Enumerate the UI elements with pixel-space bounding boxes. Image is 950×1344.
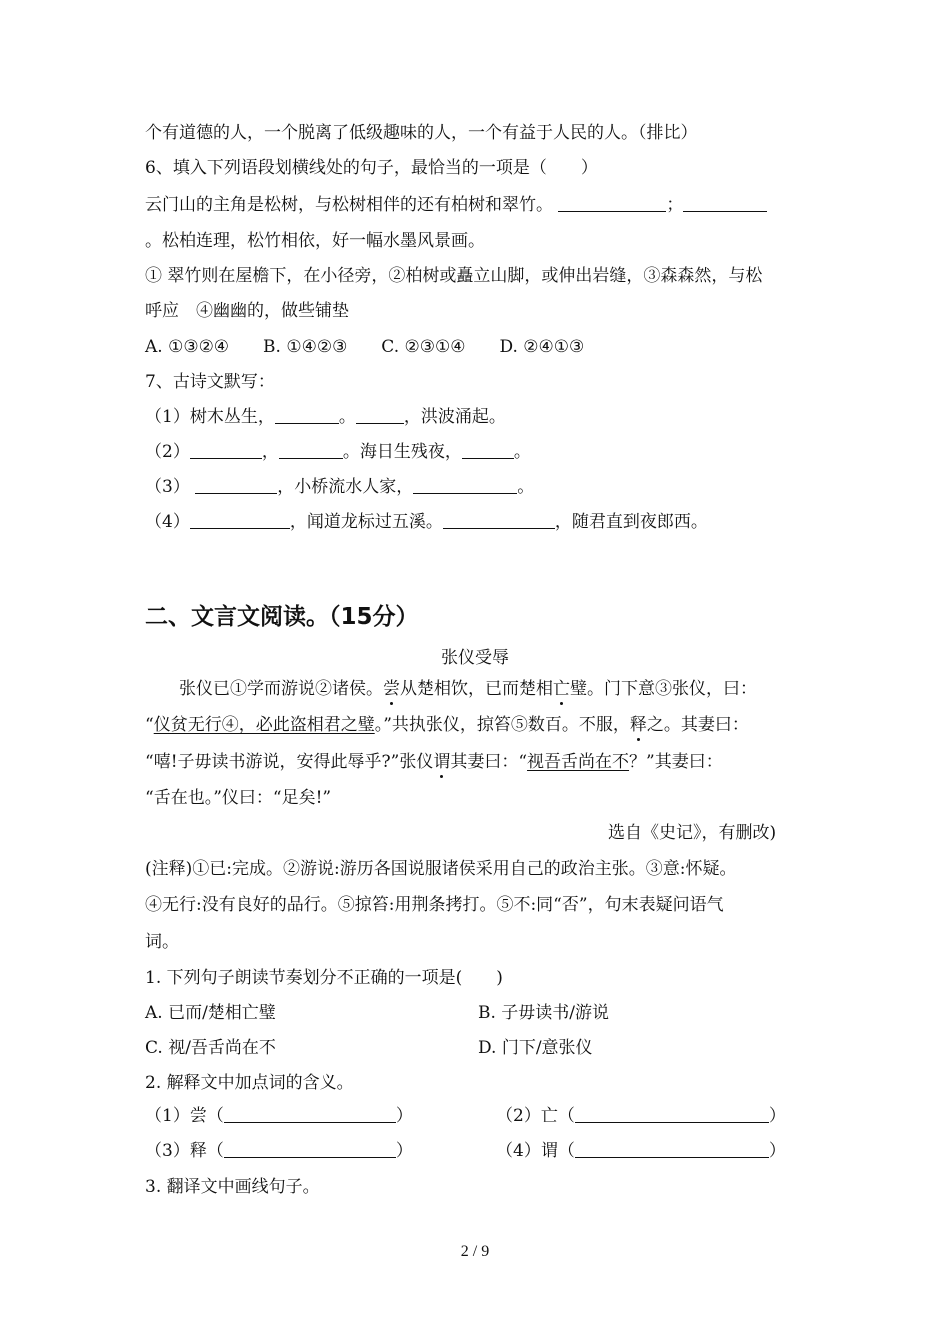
dotted-word: 谓 [433, 752, 451, 772]
question-7: 7、古诗文默写： [145, 372, 275, 392]
p2-c: 。海日生残夜， [342, 442, 462, 462]
p4-b: ，闻道龙标过五溪。 [289, 512, 443, 532]
fill-blank [558, 195, 666, 212]
q6-text-a: 云门山的主角是松树，与松树相伴的还有柏树和翠竹。 [145, 195, 553, 215]
para2-a: 。”共执张仪，掠笞⑤数百。不服， [374, 715, 630, 735]
para3-c: ？”其妻曰： [629, 752, 723, 772]
para3-a: “嘻!子毋读书游说，安得此辱乎?”张仪 [145, 752, 434, 772]
word-2-label: （2）亡（ [496, 1106, 575, 1126]
paren-close: ） [395, 1106, 413, 1126]
poem-1 [145, 406, 506, 428]
question-6: 6、填入下列语段划横线处的句子，最恰当的一项是（ ） [145, 158, 598, 178]
fill-blank [356, 407, 404, 424]
dotted-word: 亡 [553, 679, 570, 699]
underlined-sentence-1: 仪贫无行④，必此盗相君之璧 [153, 715, 375, 735]
q6-sep: ； [666, 195, 684, 215]
para1-a: 张仪已①学而游说②诸侯。 [179, 679, 383, 699]
word-2 [496, 1105, 786, 1127]
article-para-2 [145, 714, 749, 736]
fill-blank [279, 442, 343, 459]
note-line-3: 词。 [145, 932, 179, 952]
fill-blank [413, 477, 517, 494]
answer-blank [575, 1141, 769, 1158]
option-b: B. 子毋读书/游说 [478, 1003, 610, 1023]
answer-blank [575, 1106, 769, 1123]
paren-close: ） [768, 1141, 786, 1161]
p2-d: 。 [513, 442, 531, 462]
question-6-options: ① 翠竹则在屋檐下，在小径旁，②柏树或矗立山脚，或伸出岩缝，③森森然，与松 [145, 266, 763, 286]
word-4-label: （4）谓（ [496, 1141, 575, 1161]
fill-blank [462, 442, 514, 459]
p3-b: ，小桥流水人家， [277, 477, 414, 497]
dotted-word: 尝 [383, 679, 400, 699]
fill-blank [190, 512, 290, 529]
para1-c: 璧。门下意③张仪，曰： [570, 679, 757, 699]
poem-3 [145, 476, 534, 498]
question-6-passage [145, 194, 767, 216]
fill-blank [190, 442, 262, 459]
question-6-passage-cont: 。松柏连理，松竹相依，好一幅水墨风景画。 [145, 231, 485, 251]
para3-b: 其妻曰：“ [450, 752, 528, 772]
question-1: 1. 下列句子朗读节奏划分不正确的一项是( ) [145, 968, 503, 988]
p4-c: ，随君直到夜郎西。 [554, 512, 708, 532]
word-3-label: （3）释（ [145, 1141, 224, 1161]
p4-a: （4） [145, 512, 190, 532]
exercise-line: 个有道德的人，一个脱离了低级趣味的人，一个有益于人民的人。（排比） [145, 123, 698, 143]
dotted-word: 释 [629, 715, 647, 735]
section-heading: 二、文言文阅读。（15分） [145, 604, 419, 630]
option-a: A. 已而/楚相亡璧 [145, 1003, 276, 1023]
question-3: 3. 翻译文中画线句子。 [145, 1177, 320, 1197]
p2-b: ， [261, 442, 279, 462]
word-3 [145, 1140, 413, 1162]
p1-c: ，洪波涌起。 [403, 407, 506, 427]
note-line-2: ④无行:没有良好的品行。⑤掠笞:用荆条拷打。⑤不:同“否”，句末表疑问语气 [145, 895, 724, 915]
fill-blank [683, 195, 767, 212]
answer-blank [224, 1106, 396, 1123]
word-1-label: （1）尝（ [145, 1106, 224, 1126]
option-d: D. 门下/意张仪 [478, 1038, 593, 1058]
underlined-sentence-2: 视吾舌尚在不 [527, 752, 630, 772]
note-line-1: (注释)①已:完成。②游说:游历各国说服诸侯采用自己的政治主张。③意:怀疑。 [145, 859, 737, 879]
paren-close: ） [395, 1141, 413, 1161]
poem-2 [145, 441, 531, 463]
p2-a: （2） [145, 442, 190, 462]
question-2: 2. 解释文中加点词的含义。 [145, 1073, 354, 1093]
p3-c: 。 [517, 477, 535, 497]
article-para-3 [145, 751, 723, 773]
p1-b: 。 [338, 407, 356, 427]
fill-blank [443, 512, 555, 529]
para1-b: 从楚相饮，已而楚相 [400, 679, 553, 699]
para2-b: 之。其妻曰： [646, 715, 749, 735]
poem-4 [145, 511, 708, 533]
word-1 [145, 1105, 413, 1127]
p1-a: （1）树木丛生， [145, 407, 275, 427]
article-para-1 [179, 678, 757, 700]
question-6-options-cont: 呼应 ④幽幽的，做些铺垫 [145, 301, 349, 321]
fill-blank [275, 407, 339, 424]
article-title: 张仪受辱 [441, 648, 509, 668]
p3-a: （3） [145, 477, 190, 497]
para2-q1: “ [145, 715, 154, 735]
article-para-4: “舌在也。”仪曰：“足矣!” [145, 788, 332, 808]
question-6-choices: A. ①③②④ B. ①④②③ C. ②③①④ D. ②④①③ [145, 337, 585, 357]
paren-close: ） [768, 1106, 786, 1126]
word-4 [496, 1140, 786, 1162]
option-c: C. 视/吾舌尚在不 [145, 1038, 276, 1058]
article-source: 选自《史记》，有删改) [608, 823, 777, 843]
answer-blank [224, 1141, 396, 1158]
page-number: 2 / 9 [460, 1243, 490, 1260]
fill-blank [195, 477, 277, 494]
